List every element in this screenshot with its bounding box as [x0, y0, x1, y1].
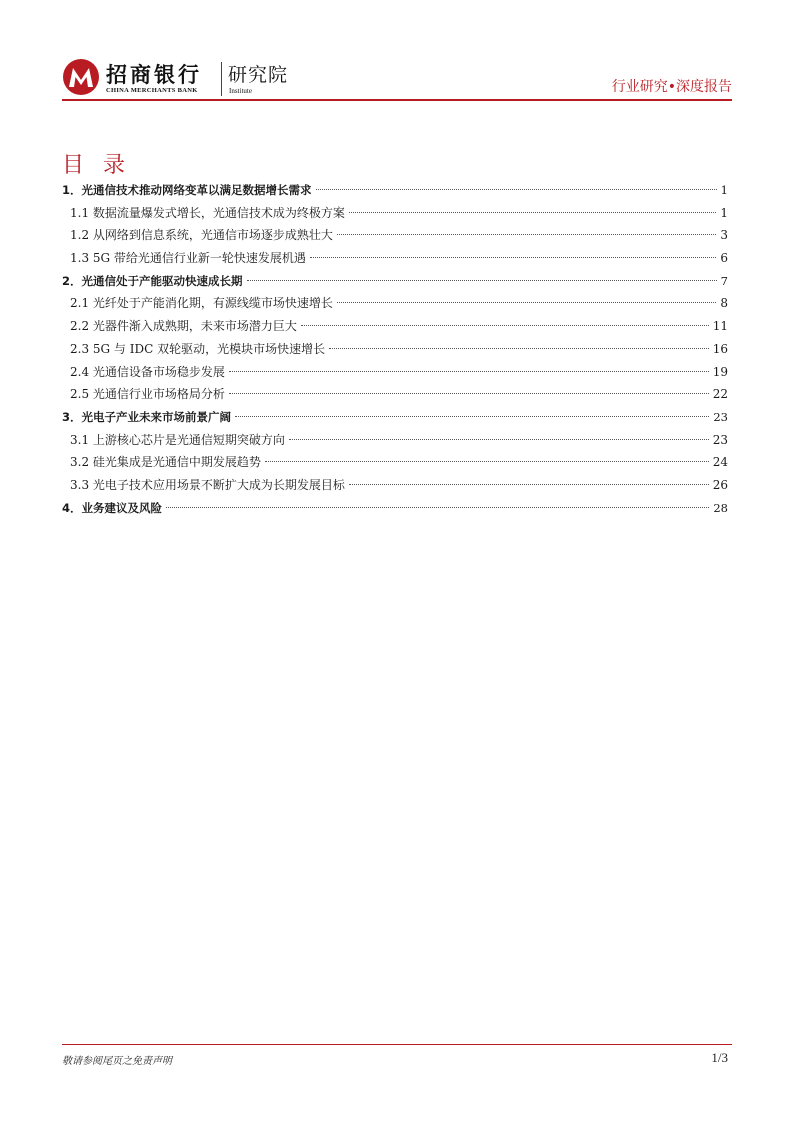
- toc-section-entry[interactable]: [62, 270, 728, 293]
- toc-subsection-entry[interactable]: [62, 292, 728, 315]
- logo-english-name: CHINA MERCHANTS BANK: [106, 87, 198, 94]
- toc-entry-page-number: 23: [713, 409, 728, 424]
- toc-section-entry[interactable]: [62, 497, 728, 520]
- toc-section-entry[interactable]: [62, 179, 728, 202]
- institute-name: 研究院: [228, 64, 289, 86]
- toc-dot-leader: [337, 302, 716, 303]
- toc-dot-leader: [349, 484, 709, 485]
- toc-subsection-entry[interactable]: [62, 247, 728, 270]
- table-of-contents: [62, 179, 728, 519]
- logo-divider: [221, 62, 222, 96]
- toc-dot-leader: [265, 461, 709, 462]
- toc-entry-page-number: 11: [712, 319, 728, 334]
- toc-entry-page-number: 7: [720, 273, 728, 288]
- toc-entry-page-number: 3: [720, 228, 728, 243]
- toc-dot-leader: [166, 507, 709, 508]
- toc-dot-leader: [289, 439, 709, 440]
- toc-entry-page-number: 8: [720, 296, 728, 311]
- toc-dot-leader: [310, 257, 716, 258]
- toc-entry-label: 2．光通信处于产能驱动快速成长期: [62, 273, 243, 288]
- logo-chinese-name: 招商银行: [106, 63, 202, 87]
- institute-english-name: Institute: [229, 87, 252, 95]
- toc-entry-page-number: 19: [712, 364, 728, 379]
- toc-entry-page-number: 24: [712, 455, 728, 470]
- toc-dot-leader: [337, 234, 716, 235]
- toc-entry-label: 1.1 数据流量爆发式增长，光通信技术成为终极方案: [70, 205, 345, 220]
- toc-entry-page-number: 1: [720, 183, 728, 197]
- toc-title: 目 录: [62, 153, 131, 178]
- toc-section-entry[interactable]: [62, 406, 728, 429]
- toc-entry-label: 1．光通信技术推动网络变革以满足数据增长需求: [62, 183, 312, 197]
- toc-dot-leader: [329, 348, 709, 349]
- toc-subsection-entry[interactable]: [62, 202, 728, 225]
- toc-dot-leader: [229, 371, 709, 372]
- toc-subsection-entry[interactable]: [62, 315, 728, 338]
- page-indicator: 1/3: [711, 1050, 728, 1065]
- toc-entry-page-number: 22: [712, 387, 728, 402]
- header-divider: [62, 99, 732, 101]
- toc-dot-leader: [247, 280, 717, 281]
- toc-subsection-entry[interactable]: [62, 451, 728, 474]
- toc-entry-page-number: 23: [712, 432, 728, 447]
- toc-dot-leader: [301, 325, 709, 326]
- toc-dot-leader: [229, 393, 709, 394]
- toc-dot-leader: [316, 189, 717, 190]
- report-type-label: 行业研究•深度报告: [611, 79, 732, 95]
- toc-subsection-entry[interactable]: [62, 338, 728, 361]
- toc-entry-label: 1.3 5G 带给光通信行业新一轮快速发展机遇: [70, 251, 306, 266]
- toc-entry-label: 2.4 光通信设备市场稳步发展: [70, 364, 225, 379]
- toc-subsection-entry[interactable]: [62, 361, 728, 384]
- toc-subsection-entry[interactable]: [62, 429, 728, 452]
- toc-subsection-entry[interactable]: [62, 474, 728, 497]
- footer-divider: [62, 1044, 732, 1045]
- toc-dot-leader: [235, 416, 709, 417]
- toc-entry-page-number: 1: [720, 205, 728, 220]
- cmb-logo-icon: [62, 58, 100, 96]
- page-header: [62, 56, 732, 98]
- toc-entry-page-number: 26: [712, 477, 728, 492]
- toc-entry-page-number: 6: [720, 251, 728, 266]
- toc-entry-label: 2.1 光纤处于产能消化期，有源线缆市场快速增长: [70, 296, 333, 311]
- toc-entry-page-number: 16: [712, 341, 728, 356]
- toc-entry-page-number: 28: [713, 500, 728, 515]
- toc-subsection-entry[interactable]: [62, 224, 728, 247]
- toc-entry-label: 3．光电子产业未来市场前景广阔: [62, 409, 231, 424]
- toc-entry-label: 1.2 从网络到信息系统，光通信市场逐步成熟壮大: [70, 228, 333, 243]
- toc-entry-label: 2.5 光通信行业市场格局分析: [70, 387, 225, 402]
- toc-entry-label: 3.1 上游核心芯片是光通信短期突破方向: [70, 432, 285, 447]
- toc-entry-label: 3.2 硅光集成是光通信中期发展趋势: [70, 455, 261, 470]
- toc-entry-label: 3.3 光电子技术应用场景不断扩大成为长期发展目标: [70, 477, 345, 492]
- toc-subsection-entry[interactable]: [62, 383, 728, 406]
- toc-dot-leader: [349, 212, 716, 213]
- toc-entry-label: 4．业务建议及风险: [62, 500, 163, 515]
- disclaimer-note: 敬请参阅尾页之免责声明: [62, 1056, 172, 1067]
- toc-entry-label: 2.2 光器件渐入成熟期，未来市场潜力巨大: [70, 319, 297, 334]
- toc-entry-label: 2.3 5G 与 IDC 双轮驱动，光模块市场快速增长: [70, 341, 326, 356]
